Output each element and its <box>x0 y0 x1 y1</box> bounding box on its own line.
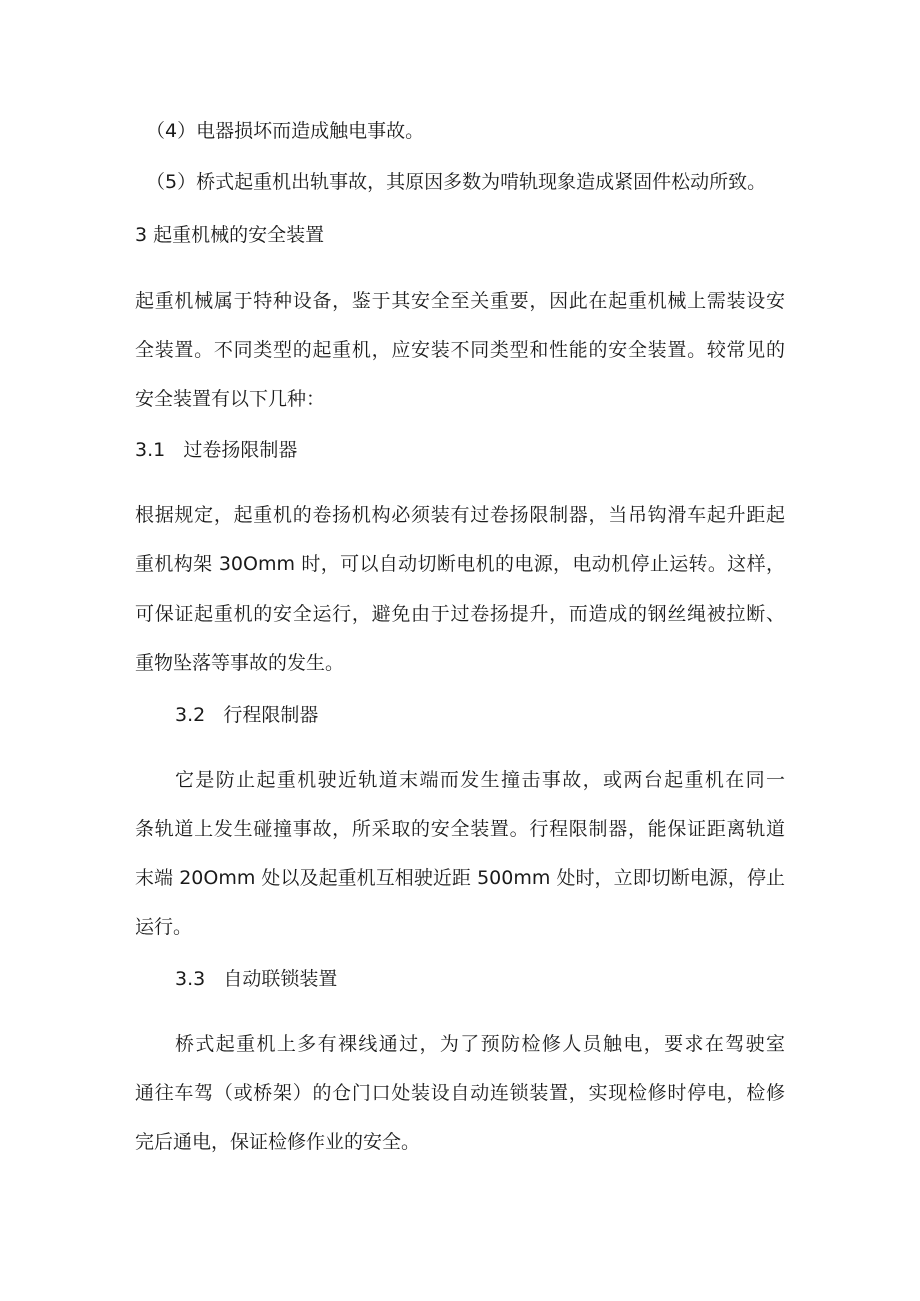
section-3-1-line-3: 可保证起重机的安全运行，避免由于过卷扬提升，而造成的钢丝绳被拉断、 <box>135 603 785 625</box>
section-3-3-line-3: 完后通电，保证检修作业的安全。 <box>135 1131 421 1153</box>
section-3-1-line-4: 重物坠落等事故的发生。 <box>135 652 345 674</box>
section-3-intro-line-2: 全装置。不同类型的起重机，应安装不同类型和性能的安全装置。较常见的 <box>135 339 785 361</box>
list-item-4: （4）电器损坏而造成触电事故。 <box>146 120 425 142</box>
section-3-2-line-4: 运行。 <box>135 916 193 938</box>
section-3-2-line-1: 它是防止起重机驶近轨道末端而发生撞击事故，或两台起重机在同一 <box>175 769 785 791</box>
section-3-3-line-1: 桥式起重机上多有裸线通过，为了预防检修人员触电，要求在驾驶室 <box>175 1033 785 1055</box>
section-3-3-heading: 3.3 自动联锁装置 <box>175 968 338 990</box>
section-3-1-line-1: 根据规定，起重机的卷扬机构必须装有过卷扬限制器，当吊钩滑车起升距起 <box>135 504 785 526</box>
section-3-1-line-2: 重机构架 30Omm 时，可以自动切断电机的电源，电动机停止运转。这样， <box>135 553 785 575</box>
section-3-2-line-2: 条轨道上发生碰撞事故，所采取的安全装置。行程限制器，能保证距离轨道 <box>135 818 785 840</box>
section-3-2-line-3: 末端 20Omm 处以及起重机互相驶近距 500mm 处时，立即切断电源，停止 <box>135 867 785 889</box>
section-3-1-heading: 3.1 过卷扬限制器 <box>135 439 298 461</box>
section-3-2-heading: 3.2 行程限制器 <box>175 704 319 726</box>
section-3-3-line-2: 通往车驾（或桥架）的仓门口处装设自动连锁装置，实现检修时停电，检修 <box>135 1082 785 1104</box>
section-3-heading: 3 起重机械的安全装置 <box>135 224 325 246</box>
section-3-intro-line-1: 起重机械属于特种设备，鉴于其安全至关重要，因此在起重机械上需装设安 <box>135 290 785 312</box>
list-item-5: （5）桥式起重机出轨事故，其原因多数为啃轨现象造成紧固件松动所致。 <box>146 171 767 193</box>
section-3-intro-line-3: 安全装置有以下几种： <box>135 388 326 410</box>
